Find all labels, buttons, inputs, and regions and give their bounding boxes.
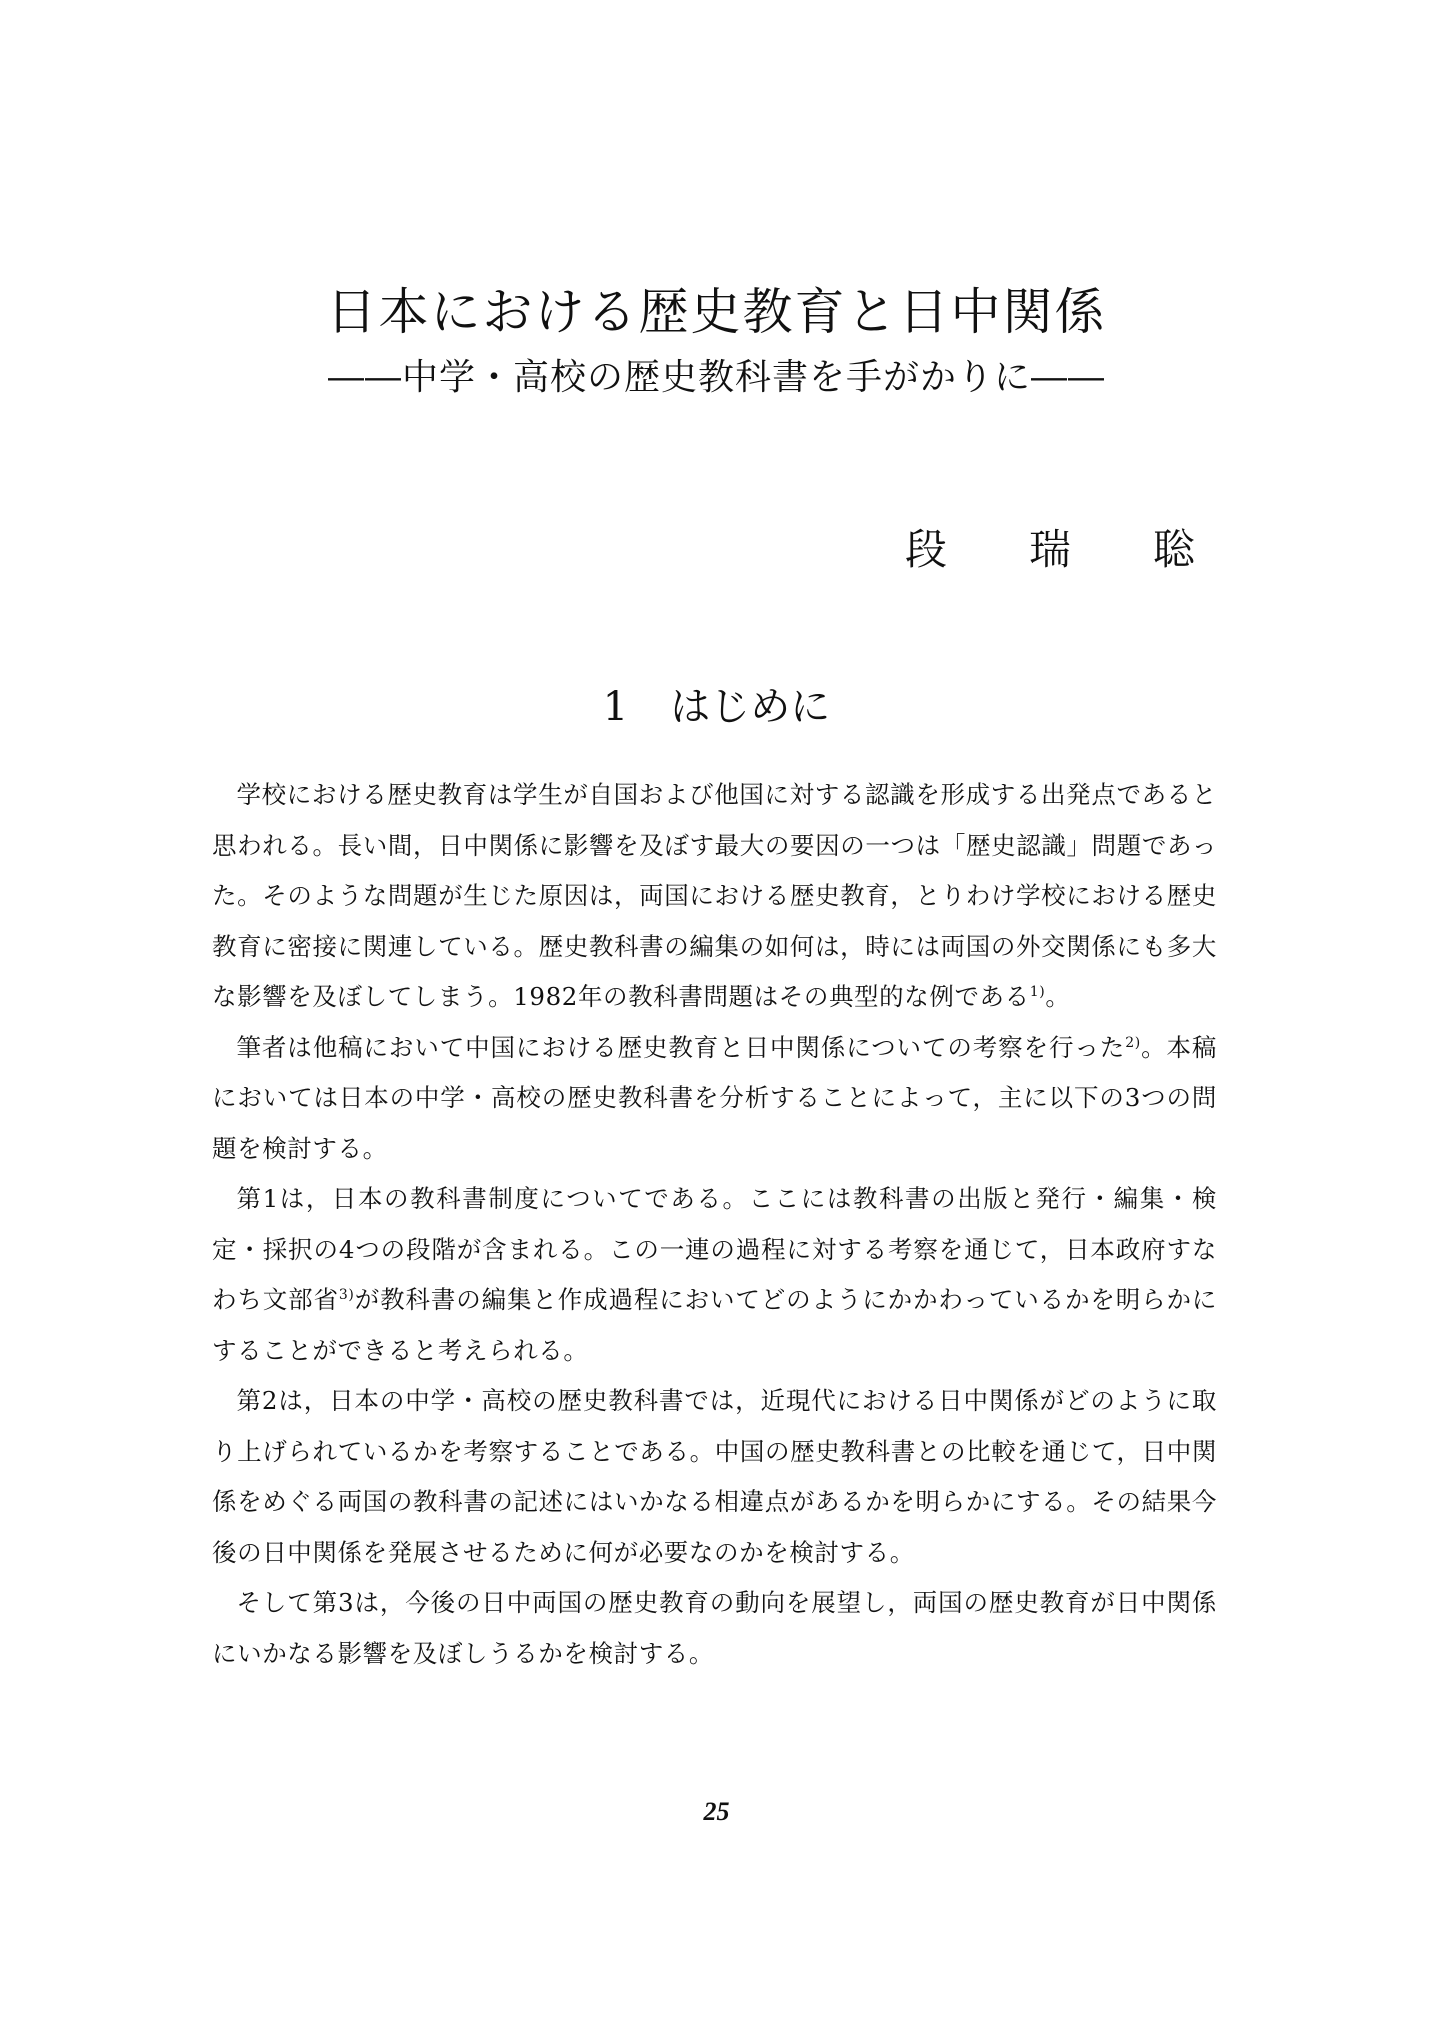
footnote-ref: 1) bbox=[1029, 983, 1046, 1000]
footnote-ref: 2) bbox=[1125, 1034, 1141, 1051]
paragraph bbox=[212, 1578, 1217, 1679]
paragraph-text: 筆者は他稿において中国における歴史教育と日中関係についての考察を行った bbox=[236, 1032, 1126, 1062]
author-char: 段 bbox=[905, 525, 948, 574]
paragraph-text-after: 。 bbox=[1045, 982, 1071, 1011]
section-heading bbox=[0, 683, 1433, 731]
paragraph bbox=[212, 1174, 1217, 1376]
section-title: はじめに bbox=[670, 684, 831, 730]
author-char: 瑞 bbox=[1028, 525, 1071, 574]
paragraph-text-after: が教科書の編集と作成過程においてどのようにかかわっているかを明らかにすることができると考えられる。 bbox=[212, 1285, 1218, 1365]
paragraph-text: そして第3は，今後の日中両国の歴史教育の動向を展望し，両国の歴史教育が日中関係にいかなる影響を及ぼしうるかを検討する。 bbox=[212, 1588, 1217, 1668]
author-name bbox=[905, 525, 1195, 575]
page-number: 25 bbox=[703, 1797, 730, 1826]
body-text bbox=[212, 770, 1217, 1679]
footnote-ref: 3) bbox=[338, 1286, 355, 1303]
paragraph-text: 第2は，日本の中学・高校の歴史教科書では，近現代における日中関係がどのように取り上げられているかを考察することである。中国の歴史教科書との比較を通じて，日中関係をめぐる両国の教科書の記述にはいかなる相違点があるかを明らかにする。その結果今後の日中関係を発展させるために何が必要なのかを検討する。 bbox=[212, 1386, 1217, 1567]
paragraph-text: 第1は，日本の教科書制度についてである。ここには教科書の出版と発行・編集・検定・採択の4つの段階が含まれる。この一連の過程に対する考察を通じて，日本政府すなわち文部省 bbox=[212, 1184, 1217, 1314]
article-title: 日本における歴史教育と日中関係 bbox=[326, 283, 1107, 341]
author-char: 聡 bbox=[1152, 525, 1195, 574]
paragraph-text-after: 。本稿においては日本の中学・高校の歴史教科書を分析することによって，主に以下の3つの問題を検討する。 bbox=[212, 1032, 1217, 1163]
paragraph-text: 学校における歴史教育は学生が自国および他国に対する認識を形成する出発点であると思われる。長い間，日中関係に影響を及ぼす最大の要因の一つは「歴史認識」問題であった。そのような問題が生じた原因は，両国における歴史教育，とりわけ学校における歴史教育に密接に関連している。歴史教科書の編集の如何は，時には両国の外交関係にも多大な影響を及ぼしてしまう。1982年の教科書問題はその典型的な例である bbox=[212, 780, 1217, 1011]
article-subtitle: ――中学・高校の歴史教科書を手がかりに―― bbox=[327, 357, 1105, 398]
section-number: 1 bbox=[602, 684, 629, 730]
paragraph bbox=[212, 770, 1217, 1023]
paragraph bbox=[212, 1023, 1217, 1175]
paragraph bbox=[212, 1376, 1217, 1578]
